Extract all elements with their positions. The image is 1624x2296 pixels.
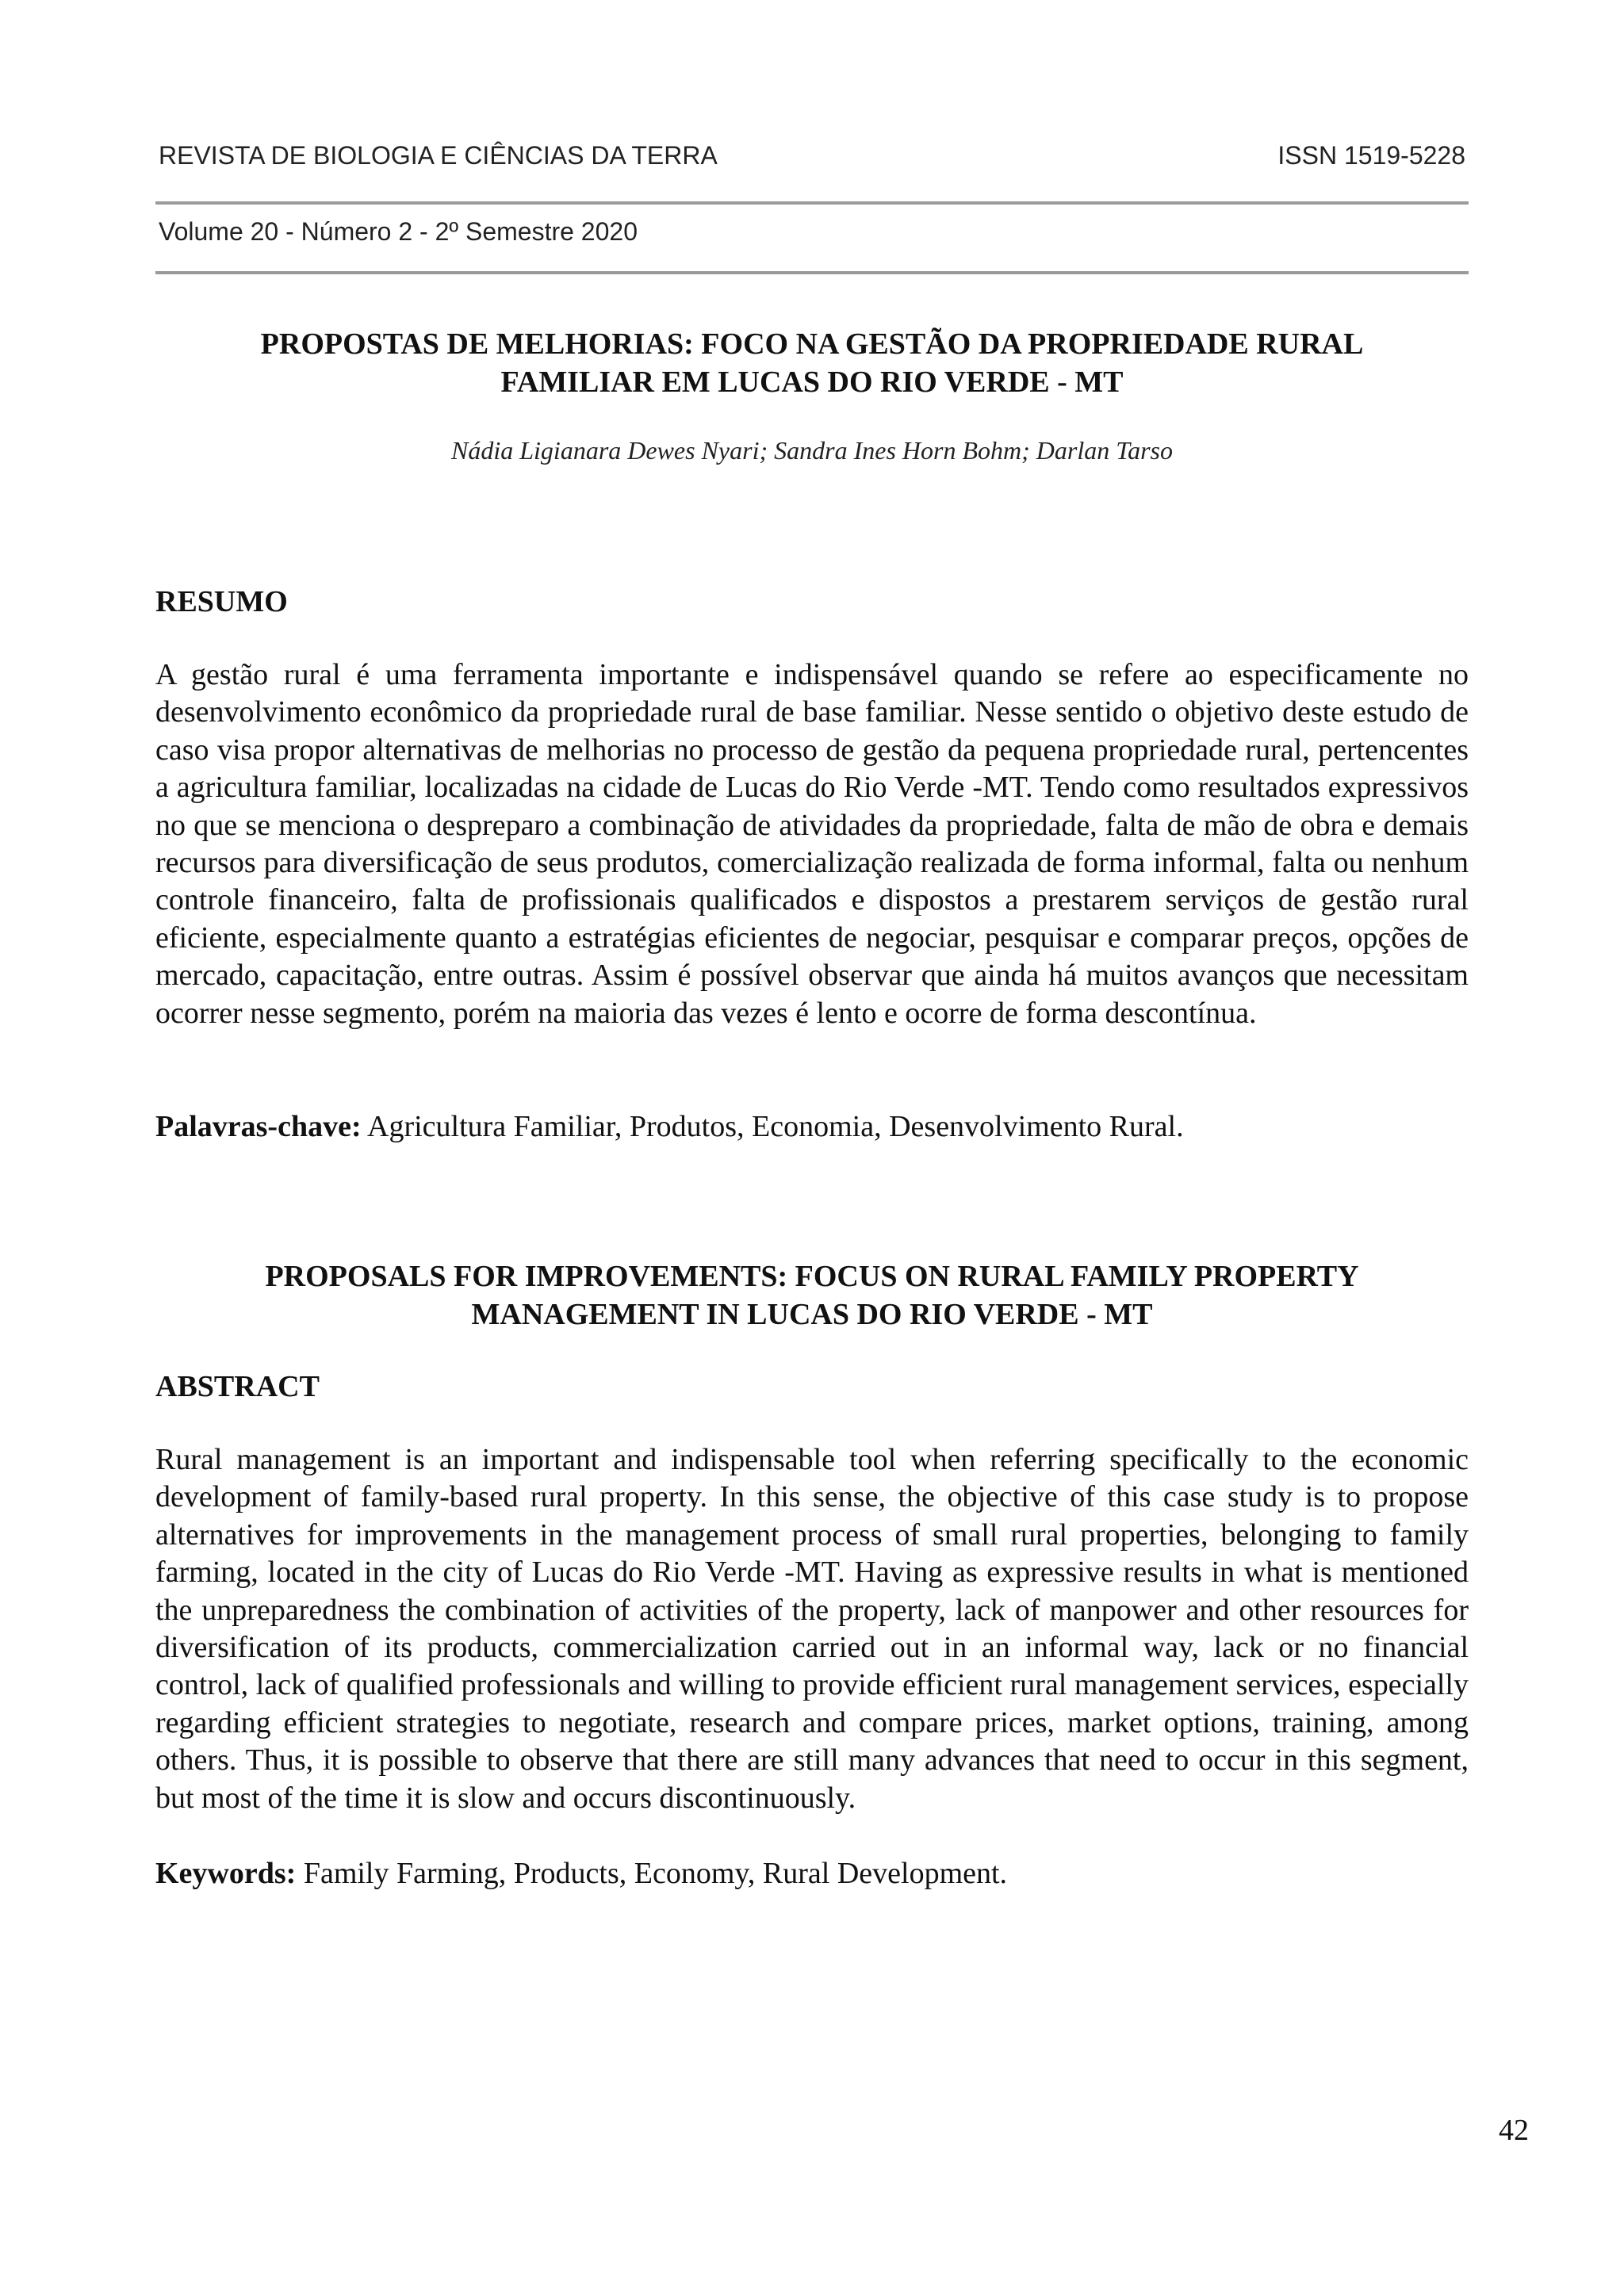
keywords-label-en: Keywords: — [155, 1857, 297, 1890]
header-rule-top — [155, 201, 1469, 205]
issn: ISSN 1519-5228 — [1277, 141, 1465, 170]
abstract-heading: ABSTRACT — [155, 1370, 320, 1403]
title-en-line2: MANAGEMENT IN LUCAS DO RIO VERDE - MT — [471, 1298, 1153, 1331]
keywords-en: Family Farming, Products, Economy, Rural Development. — [296, 1857, 1008, 1890]
title-pt-line2: FAMILIAR EM LUCAS DO RIO VERDE - MT — [500, 365, 1124, 399]
resumo-heading: RESUMO — [155, 585, 288, 618]
resumo-text: A gestão rural é uma ferramenta importante e indispensável quando se refere ao especificamente no desenvolvimento econômico da propriedade rural de base familiar. Nesse sentido o objetivo deste estudo de caso visa propor alternativas de melhorias no processo de gestão da pequena propriedade rural, pertencentes a agricultura familiar, localizadas na cidade de Lucas do Rio Verde -MT. Tendo como resultados expressivos no que se menciona o despreparo a combinação de atividades da propriedade, falta de mão de obra e demais recursos para diversificação de seus produtos, comercialização realizada de forma informal, falta ou nenhum controle financeiro, falta de profissionais qualificados e dispostos a prestarem serviços de gestão rural eficiente, especialmente quanto a estratégias eficientes de negociar, pesquisar e comparar preços, opções de mercado, capacitação, entre outras. Assim é possível observar que ainda há muitos avanços que necessitam ocorrer nesse segmento, porém na maioria das vezes é lento e ocorre de forma descontínua. — [155, 658, 1469, 1030]
abstract-keywords — [155, 1855, 1469, 1892]
title-en-line1: PROPOSALS FOR IMPROVEMENTS: FOCUS ON RURAL FAMILY PROPERTY — [265, 1260, 1359, 1293]
keywords-label-pt: Palavras-chave: — [155, 1110, 362, 1143]
journal-name: REVISTA DE BIOLOGIA E CIÊNCIAS DA TERRA — [159, 141, 718, 170]
keywords-pt: Agricultura Familiar, Produtos, Economia, Desenvolvimento Rural. — [361, 1110, 1184, 1143]
page-number: 42 — [1499, 2114, 1529, 2147]
resumo-keywords — [155, 1108, 1469, 1145]
header-rule-bottom — [155, 271, 1469, 274]
authors: Nádia Ligianara Dewes Nyari; Sandra Ines Horn Bohm; Darlan Tarso — [451, 436, 1173, 465]
title-pt-line1: PROPOSTAS DE MELHORIAS: FOCO NA GESTÃO DA PROPRIEDADE RURAL — [260, 327, 1364, 361]
volume-info: Volume 20 - Número 2 - 2º Semestre 2020 — [159, 217, 638, 246]
abstract-text: Rural management is an important and indispensable tool when referring specifically to the economic development of family-based rural property. In this sense, the objective of this case study is to propose alternatives for improvements in the management process of small rural properties, belonging to family farming, located in the city of Lucas do Rio Verde -MT. Having as expressive results in what is mentioned the unpreparedness the combination of activities of the property, lack of manpower and other resources for diversification of its products, commercialization carried out in an informal way, lack or no financial control, lack of qualified professionals and willing to provide efficient rural management services, especially regarding efficient strategies to negotiate, research and compare prices, market options, training, among others. Thus, it is possible to observe that there are still many advances that need to occur in this segment, but most of the time it is slow and occurs discontinuously. — [155, 1443, 1469, 1815]
